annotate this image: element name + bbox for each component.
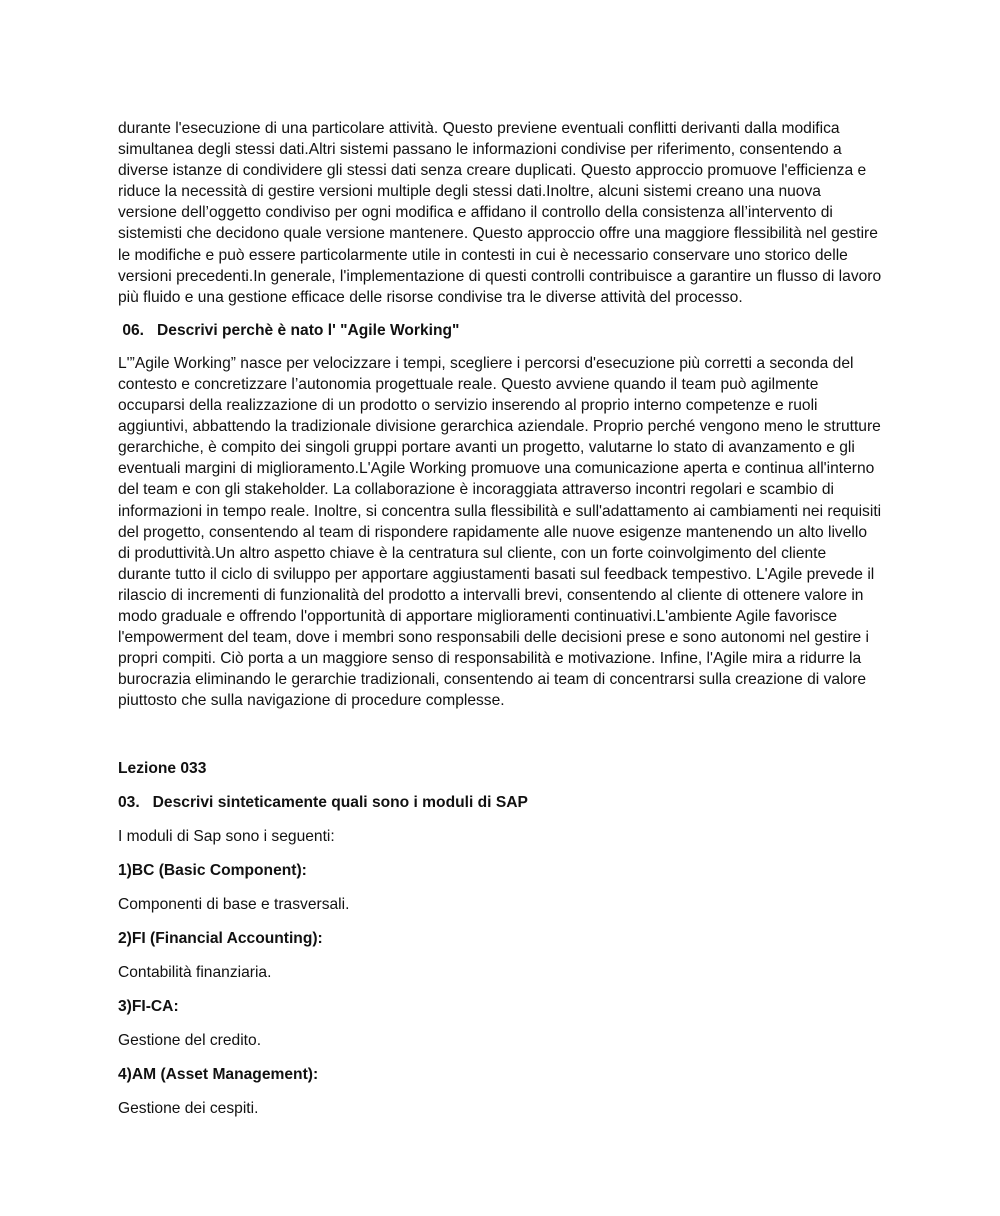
module-name: 3)FI-CA: (118, 998, 179, 1016)
question-06-answer: L'”Agile Working” nasce per velocizzare i tempi, scegliere i percorsi d'esecuzione più corretti a seconda del contesto e concretizzare l’autonomia progettuale reale. Questo avviene quando il team può agilmente occuparsi della realizzazione di un prodotto o servizio inserendo al proprio interno competenze e ruoli aggiuntivi, abbattendo la tradizionale divisione gerarchica aziendale. Proprio perché vengono meno le strutture gerarchiche, è compito dei singoli gruppi portare avanti un progetto, valutarne lo stato di avanzamento e gli eventuali margini di miglioramento.L'Agile Working promuove una comunicazione aperta e continua all'interno del team e con gli stakeholder. La collaborazione è incoraggiata attraverso incontri regolari e scambio di informazioni in tempo reale. Inoltre, si concentra sulla flessibilità e sull'adattamento ai cambiamenti nei requisiti del progetto, consentendo al team di rispondere rapidamente alle nuove esigenze mantenendo un alto livello di produttività.Un altro aspetto chiave è la centratura sul cliente, con un forte coinvolgimento del cliente durante tutto il ciclo di sviluppo per apportare aggiustamenti basati sul feedback tempestivo. L'Agile prevede il rilascio di incrementi di funzionalità del prodotto a intervalli brevi, consentendo al cliente di ottenere valore in modo graduale e offrendo l'opportunità di apportare miglioramenti continuativi.L'ambiente Agile favorisce l'empowerment del team, dove i membri sono responsabili delle decisioni prese e sono autonomi nel gestire i propri compiti. Ciò porta a un maggiore senso di responsabilità e motivazione. Infine, l'Agile mira a ridurre la burocrazia eliminando le gerarchie tradizionali, consentendo ai team di concentrarsi sulla creazione di valore piuttosto che sulla navigazione di procedure complesse. (118, 354, 882, 710)
module-name: 4)AM (Asset Management): (118, 1066, 319, 1084)
module-description: Gestione dei cespiti. (118, 1100, 259, 1118)
module-name: 2)FI (Financial Accounting): (118, 930, 323, 948)
lesson-title: Lezione 033 (118, 760, 207, 778)
module-name: 1)BC (Basic Component): (118, 862, 307, 880)
module-description: Contabilità finanziaria. (118, 964, 272, 982)
question-03-heading: 03. Descrivi sinteticamente quali sono i moduli di SAP (118, 794, 528, 812)
module-description: Gestione del credito. (118, 1032, 262, 1050)
question-06-heading: 06. Descrivi perchè è nato l' "Agile Working" (118, 321, 460, 339)
module-description: Componenti di base e trasversali. (118, 896, 350, 914)
modules-intro: I moduli di Sap sono i seguenti: (118, 828, 335, 846)
intro-paragraph: durante l'esecuzione di una particolare attività. Questo previene eventuali conflitti derivanti dalla modifica simultanea degli stessi dati.Altri sistemi passano le informazioni condivise per riferimento, consentendo a diverse istanze di condividere gli stessi dati senza creare duplicati. Questo approccio promuove l'efficienza e riduce la necessità di gestire versioni multiple degli stessi dati.Inoltre, alcuni sistemi creano una nuova versione dell’oggetto condiviso per ogni modifica e affidano il controllo della consistenza all’intervento di sistemisti che decidono quale versione mantenere. Questo approccio offre una maggiore flessibilità nel gestire le modifiche e può essere particolarmente utile in contesti in cui è necessario conservare uno storico delle versioni precedenti.In generale, l'implementazione di questi controlli contribuisce a garantire un flusso di lavoro più fluido e una gestione efficace delle risorse condivise tra le diverse attività del processo. (118, 120, 882, 306)
document-page (118, 118, 882, 1132)
sap-modules-section (118, 826, 882, 1119)
